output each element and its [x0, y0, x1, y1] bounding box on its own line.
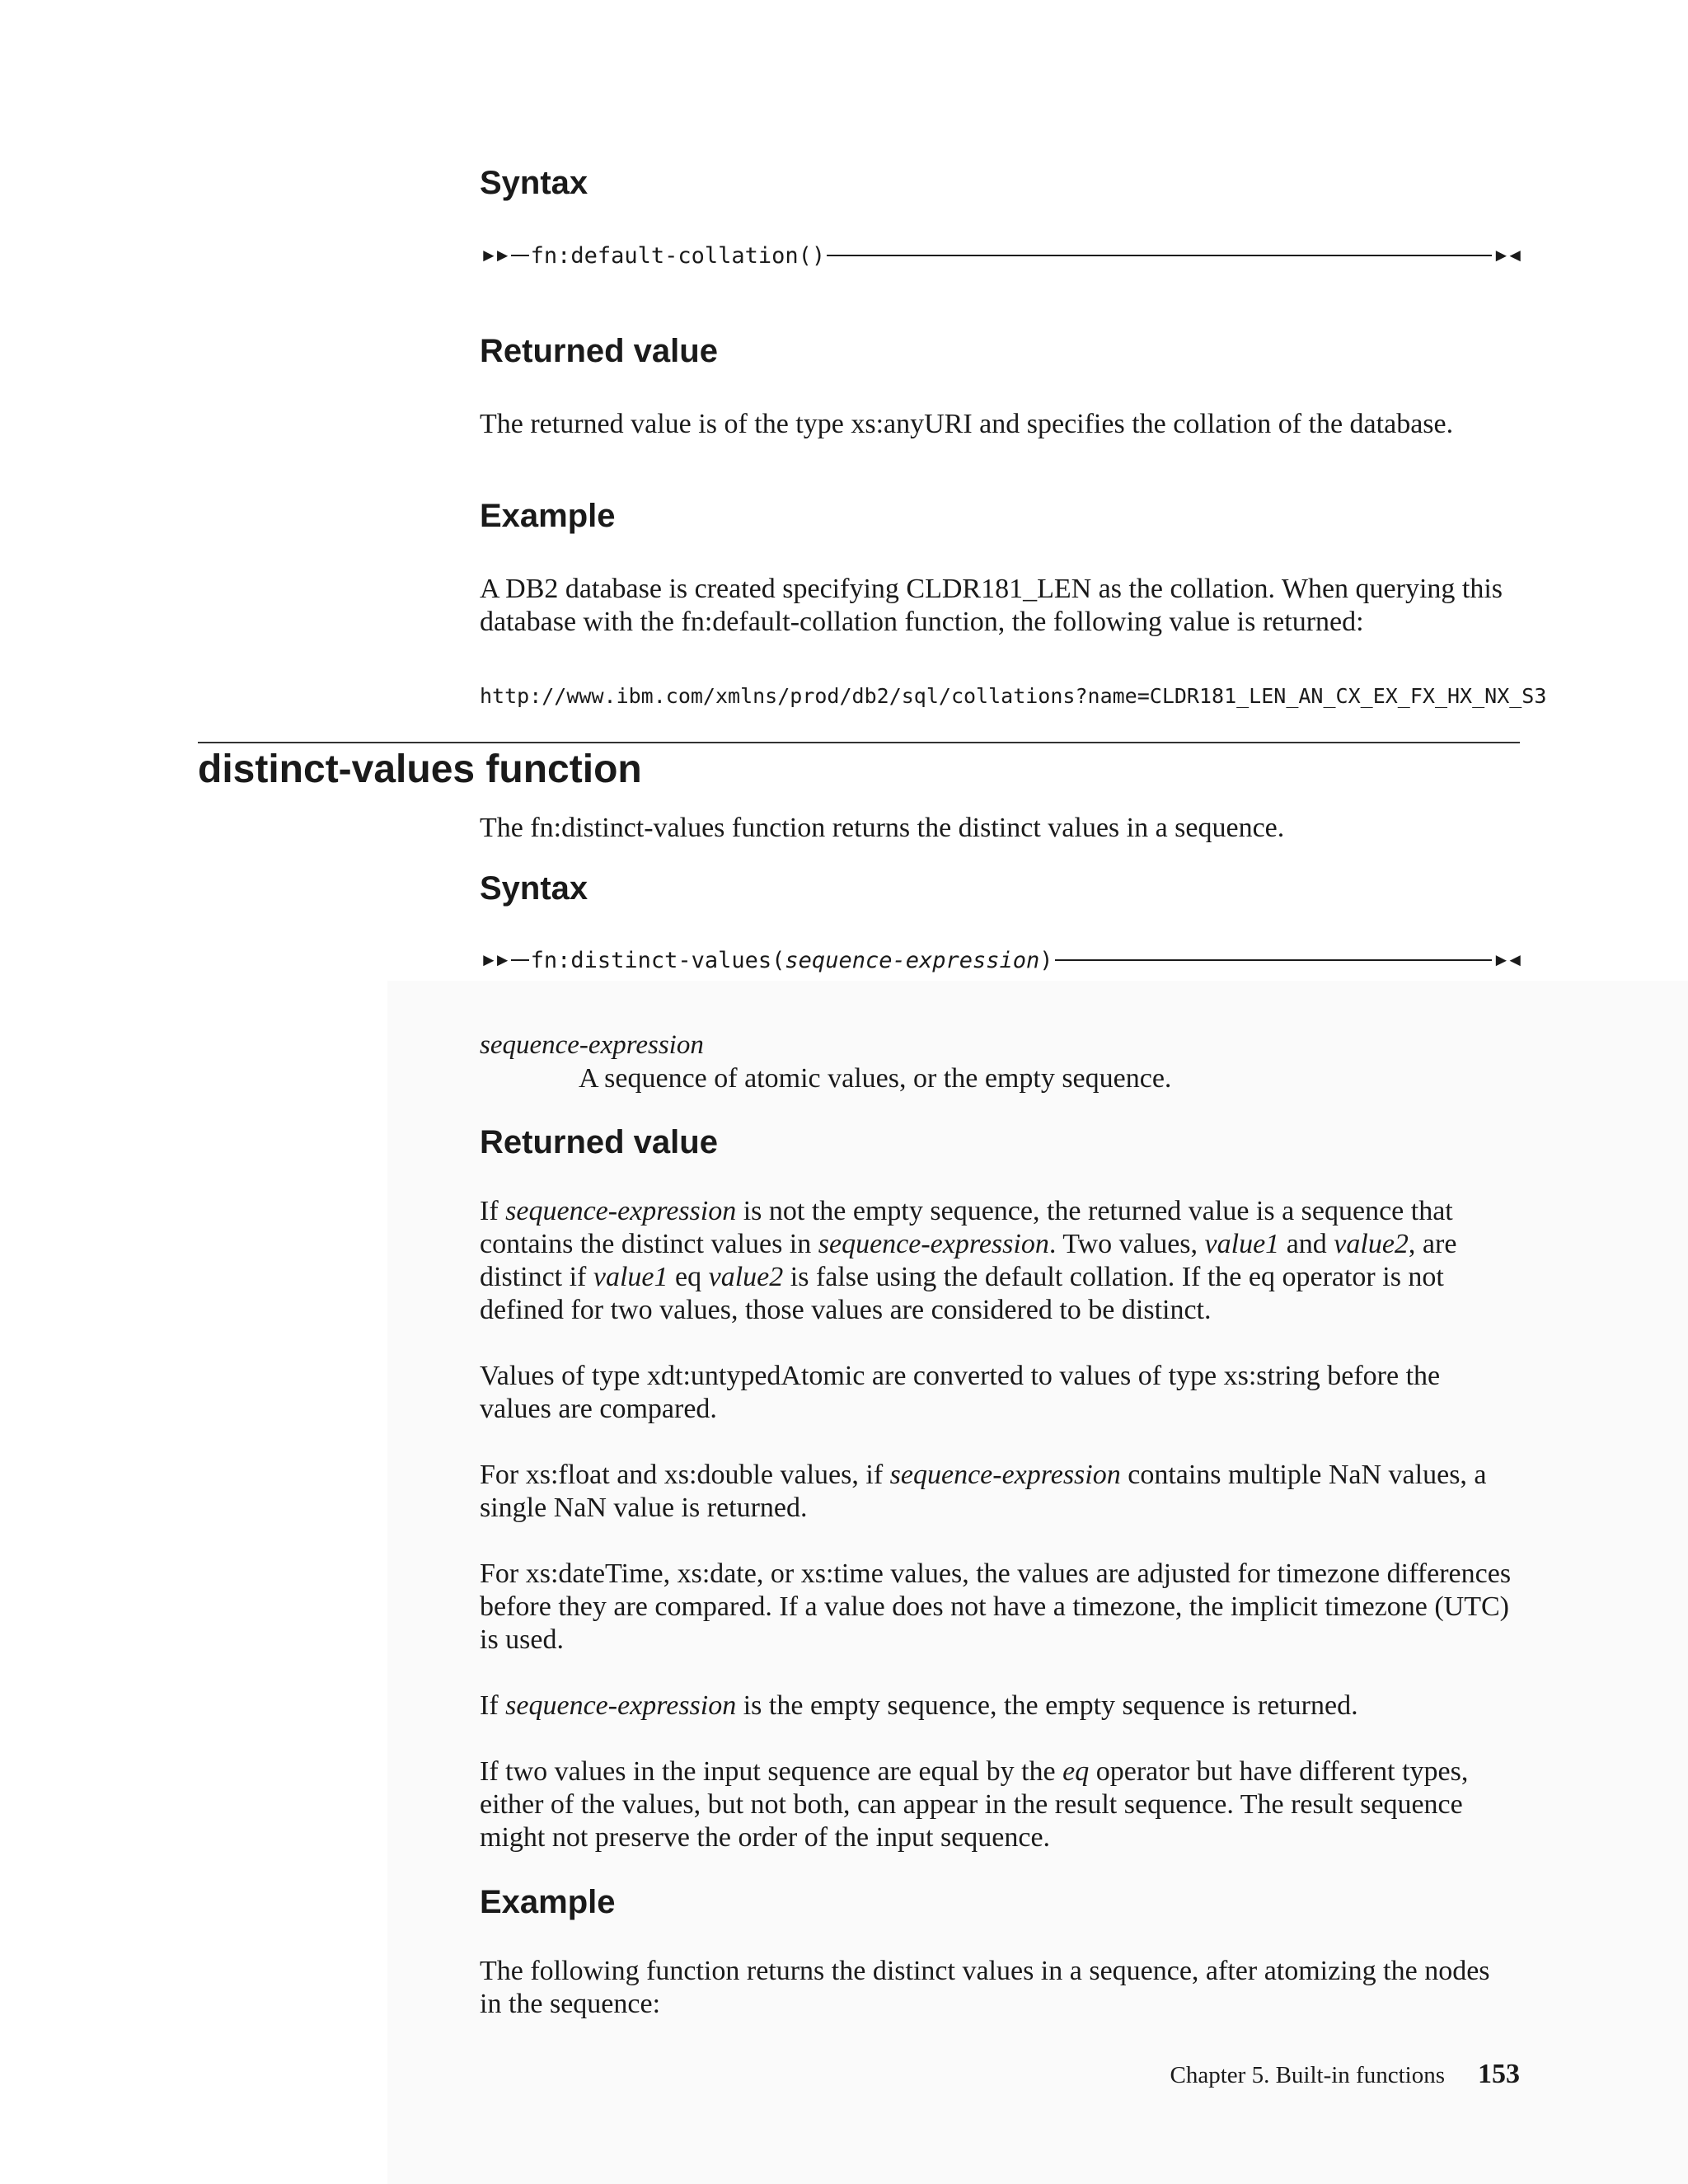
returned-paragraph-6: If two values in the input sequence are equal by the eq operator but have different types, either of the values, but not both, can appear in the result sequence. The result sequence might not preserve the order of the input sequence.	[480, 1756, 1469, 1853]
diagram-end-arrow-icon: ►◄	[1492, 245, 1520, 265]
example-text-2: The following function returns the distinct values in a sequence, after atomizing the nodes in the sequence:	[480, 1956, 1490, 2019]
syntax-code: fn:default-collation()	[530, 242, 826, 269]
section-title: distinct-values function	[198, 748, 642, 791]
returned-value-heading-2: Returned value	[480, 1124, 718, 1160]
diagram-start-arrow-icon: ►►	[480, 245, 508, 265]
syntax-code: fn:distinct-values(sequence-expression)	[530, 947, 1053, 973]
collation-url: http://www.ibm.com/xmlns/prod/db2/sql/collations?name=CLDR181_LEN_AN_CX_EX_FX_HX_NX_S3	[480, 684, 1547, 708]
diagram-end-arrow-icon: ►◄	[1492, 949, 1520, 970]
diagram-lead-line	[511, 255, 529, 256]
parameter-term: sequence-expression	[480, 1030, 704, 1060]
footer-chapter: Chapter 5. Built-in functions	[1170, 2062, 1445, 2088]
section-rule	[198, 742, 1520, 743]
diagram-line	[827, 255, 1492, 256]
returned-paragraph-5: If sequence-expression is the empty sequence, the empty sequence is returned.	[480, 1690, 1358, 1721]
section-intro: The fn:distinct-values function returns the distinct values in a sequence.	[480, 813, 1285, 843]
example-text: A DB2 database is created specifying CLDR181_LEN as the collation. When querying this database with the fn:default-collation function, the following value is returned:	[480, 574, 1503, 637]
diagram-line	[1055, 959, 1493, 961]
syntax-heading-2: Syntax	[480, 870, 588, 907]
syntax-diagram-default-collation	[480, 239, 1520, 272]
parameter-definition: A sequence of atomic values, or the empty sequence.	[579, 1063, 1172, 1094]
syntax-diagram-distinct-values	[480, 944, 1520, 977]
returned-value-heading: Returned value	[480, 333, 718, 369]
syntax-heading: Syntax	[480, 165, 588, 201]
returned-paragraph-4: For xs:dateTime, xs:date, or xs:time values, the values are adjusted for timezone differences before they are compared. If a value does not have a timezone, the implicit timezone (UTC) is used.	[480, 1558, 1512, 1655]
diagram-lead-line	[511, 959, 529, 961]
returned-value-text: The returned value is of the type xs:anyURI and specifies the collation of the database.	[480, 409, 1454, 439]
returned-paragraph-1: If sequence-expression is not the empty sequence, the returned value is a sequence that contains the distinct values in sequence-expression. Two values, value1 and value2, are distinct if value1 eq value2 is false using the default collation. If the eq operator is not defined for two values, those values are considered to be distinct.	[480, 1196, 1457, 1325]
returned-paragraph-2: Values of type xdt:untypedAtomic are converted to values of type xs:string before the values are compared.	[480, 1361, 1441, 1424]
example-heading: Example	[480, 498, 616, 534]
syntax-param: sequence-expression	[785, 947, 1040, 973]
page-footer	[824, 2059, 1520, 2090]
example-heading-2: Example	[480, 1884, 616, 1920]
returned-paragraph-3: For xs:float and xs:double values, if sequence-expression contains multiple NaN values, a single NaN value is returned.	[480, 1460, 1487, 1523]
diagram-start-arrow-icon: ►►	[480, 949, 508, 970]
page-number: 153	[1478, 2059, 1520, 2089]
